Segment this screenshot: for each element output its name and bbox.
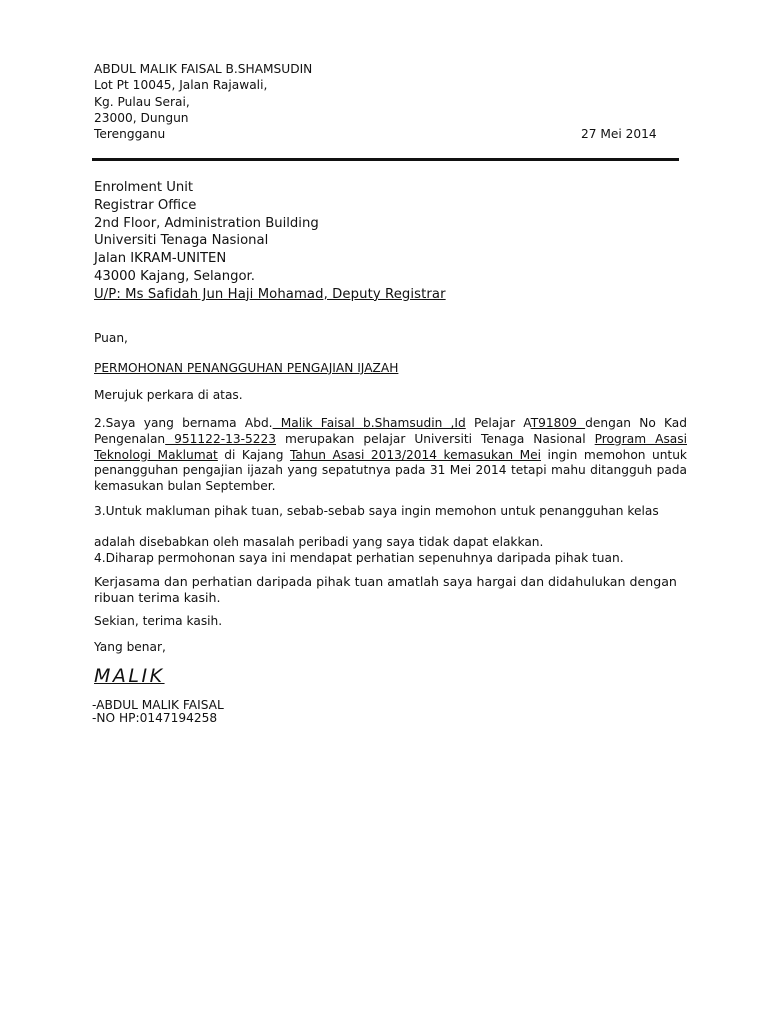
para2-text: Pelajar A [465,416,531,431]
salutation: Puan, [94,331,128,345]
session-name: Tahun Asasi 2013/2014 kemasukan Mei [289,447,541,462]
ic-number: 951122-13-5223 [165,431,277,446]
recipient-address [94,179,446,304]
para2-text: 2.Saya yang bernama Abd. [94,416,273,431]
recipient-line: Registrar Office [94,197,197,213]
para2-text: merupakan pelajar Universiti Tenaga Nasional [276,431,595,446]
header-divider [92,158,679,161]
sender-address-line: Lot Pt 10045, Jalan Rajawali, [94,78,268,93]
sender-address-line: Terengganu [94,127,166,142]
sender-address-line: 23000, Dungun [94,110,189,125]
recipient-line: 2nd Floor, Administration Building [94,215,319,231]
recipient-line: Universiti Tenaga Nasional [94,233,269,249]
recipient-line: Enrolment Unit [94,180,194,195]
paragraph-2 [94,416,687,495]
closing-thanks: Sekian, terima kasih. [94,613,223,628]
attention-line: U/P: Ms Safidah Jun Haji Mohamad, Deputy Registrar [94,286,446,302]
sender-name: ABDUL MALIK FAISAL B.SHAMSUDIN [94,62,313,76]
para2-text: ingin memohon untuk penangguhan pengajian ijazah yang sepatutnya pada 31 Mei 2014 tetapi mahu ditangguh pada kemasukan bulan September. [94,447,687,493]
letter-body [94,331,687,726]
paragraph-3-continued: adalah disebabkan oleh masalah peribadi yang saya tidak dapat elakkan. [94,535,544,550]
para2-text: di Kajang [217,447,290,462]
recipient-line: Jalan IKRAM-UNITEN [94,251,227,267]
letter-date: 27 Mei 2014 [581,127,657,141]
subject-line [94,361,687,377]
recipient-line: 43000 Kajang, Selangor. [94,268,255,284]
footer-phone: -NO HP:0147194258 [92,711,218,726]
student-id: T91809 [530,416,586,431]
applicant-name: Malik Faisal b.Shamsudin ,Id [272,416,466,431]
sender-address-line: Kg. Pulau Serai, [94,94,190,109]
paragraph-4: 4.Diharap permohonan saya ini mendapat perhatian sepenuhnya daripada pihak tuan. [94,551,624,566]
sender-address [94,61,312,142]
paragraph-5: Kerjasama dan perhatian daripada pihak tuan amatlah saya hargai dan didahulukan dengan ribuan terima kasih. [94,573,677,605]
footer-name: -ABDUL MALIK FAISAL [92,697,224,712]
paragraph-3: 3.Untuk makluman pihak tuan, sebab-sebab saya ingin memohon untuk penangguhan kelas [94,503,659,518]
signature [94,665,687,688]
closing-valediction: Yang benar, [94,640,166,655]
subject-text: PERMOHONAN PENANGGUHAN PENGAJIAN IJAZAH [94,360,399,375]
reference-line: Merujuk perkara di atas. [94,388,243,403]
programme-name: Program Asasi Teknologi Maklumat [94,431,687,462]
para2-text: dengan No Kad Pengenalan [94,416,687,446]
signature-text: MALIK [94,665,165,688]
